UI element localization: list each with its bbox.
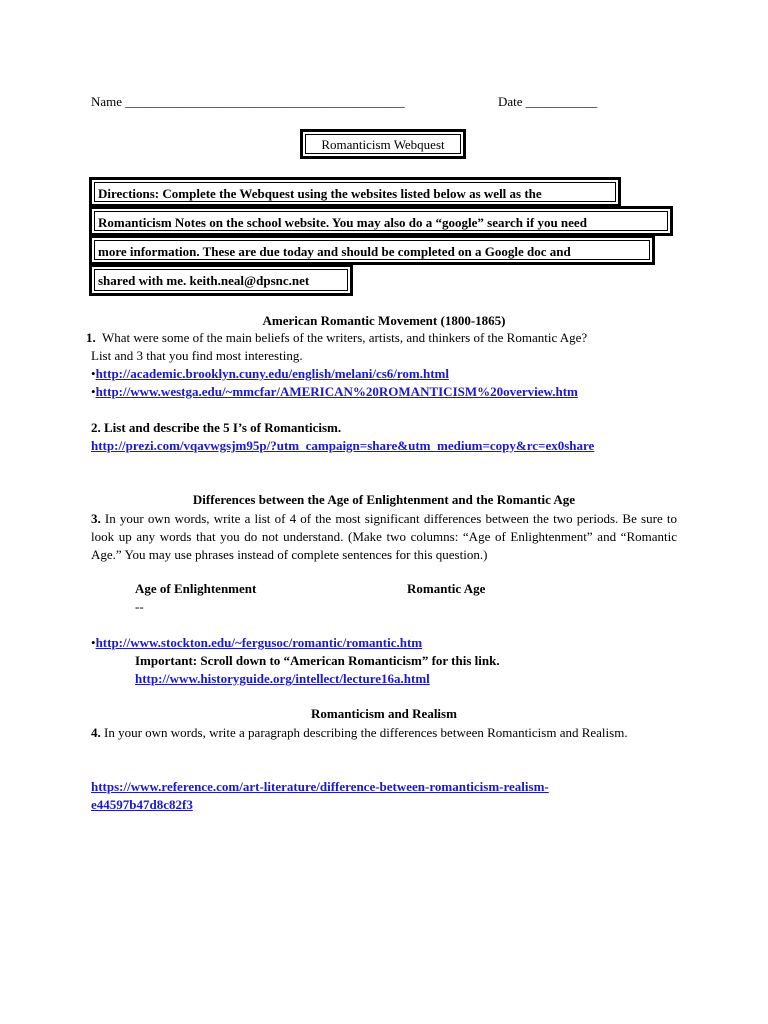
section1-heading: American Romantic Movement (1800-1865) bbox=[262, 313, 506, 328]
directions-box-4 bbox=[89, 264, 353, 296]
q1-text-line2: List and 3 that you find most interesting. bbox=[91, 348, 303, 363]
q3-link-2-row bbox=[135, 671, 430, 687]
directions-line-2: Romanticism Notes on the school website. You may also do a “google” search if you need bbox=[94, 211, 668, 231]
bullet: • bbox=[91, 635, 96, 650]
column-romantic-age: Romantic Age bbox=[407, 581, 486, 596]
column-age-of-enlightenment: Age of Enlightenment bbox=[135, 581, 257, 596]
q4-number: 4. bbox=[91, 725, 101, 740]
directions-box-2 bbox=[89, 206, 673, 236]
q3-text: In your own words, write a list of 4 of the most significant differences between the two periods. Be sure to look up any words that you do not understand. (Make two columns: “Age of Enlightenment” and “Romantic Age.” You may use phrases instead of complete sentences for this question.) bbox=[91, 511, 677, 562]
name-field-label: Name ___________________________________________ bbox=[91, 94, 405, 109]
section3-heading: Differences between the Age of Enlightenment and the Romantic Age bbox=[192, 492, 576, 507]
bullet: • bbox=[91, 384, 96, 399]
q3-link-2[interactable]: http://www.historyguide.org/intellect/lecture16a.html bbox=[135, 671, 430, 686]
directions-line-1: Directions: Complete the Webquest using the websites listed below as well as the bbox=[94, 182, 616, 202]
q2-link[interactable]: http://prezi.com/vqavwgsjm95p/?utm_campaign=share&utm_medium=copy&rc=ex0share bbox=[91, 438, 595, 453]
bullet: • bbox=[91, 366, 96, 381]
q1-link-1-row bbox=[91, 366, 449, 382]
q4-paragraph bbox=[91, 724, 677, 742]
q4-text: In your own words, write a paragraph describing the differences between Romanticism and Realism. bbox=[100, 725, 628, 740]
q3-number: 3. bbox=[91, 511, 101, 526]
q3-link-1-row bbox=[91, 635, 422, 651]
q4-link-line2: e44597b47d8c82f3 bbox=[91, 797, 193, 812]
q4-link-row bbox=[91, 778, 549, 814]
directions-box-3 bbox=[89, 235, 655, 265]
q4-link[interactable] bbox=[91, 779, 549, 812]
section4-heading: Romanticism and Realism bbox=[311, 706, 457, 721]
q3-paragraph bbox=[91, 510, 677, 564]
q1-link-1[interactable]: http://academic.brooklyn.cuny.edu/english/melani/cs6/rom.html bbox=[95, 366, 449, 381]
q1-text-line1: What were some of the main beliefs of the writers, artists, and thinkers of the Romantic Age? bbox=[102, 330, 588, 345]
directions-line-3: more information. These are due today and should be completed on a Google doc and bbox=[94, 240, 650, 260]
directions-line-4: shared with me. keith.neal@dpsnc.net bbox=[94, 269, 348, 291]
date-field-label: Date ___________ bbox=[498, 94, 598, 109]
q2-link-row bbox=[91, 438, 594, 454]
q4-link-line1: https://www.reference.com/art-literature/difference-between-romanticism-realism- bbox=[91, 779, 549, 794]
q3-important-note: Important: Scroll down to “American Romanticism” for this link. bbox=[135, 653, 500, 668]
q1-number: 1. bbox=[86, 330, 96, 345]
q1-link-2[interactable]: http://www.westga.edu/~mmcfar/AMERICAN%20ROMANTICISM%20overview.htm bbox=[95, 384, 578, 399]
q1-link-2-row bbox=[91, 384, 578, 400]
q2-text: 2. List and describe the 5 I’s of Romanticism. bbox=[91, 420, 342, 435]
page-title: Romanticism Webquest bbox=[305, 134, 461, 154]
list-dash: -- bbox=[135, 599, 144, 614]
q3-link-1[interactable]: http://www.stockton.edu/~fergusoc/romantic/romantic.htm bbox=[95, 635, 423, 650]
title-box bbox=[300, 129, 466, 159]
directions-box-1 bbox=[89, 177, 621, 207]
